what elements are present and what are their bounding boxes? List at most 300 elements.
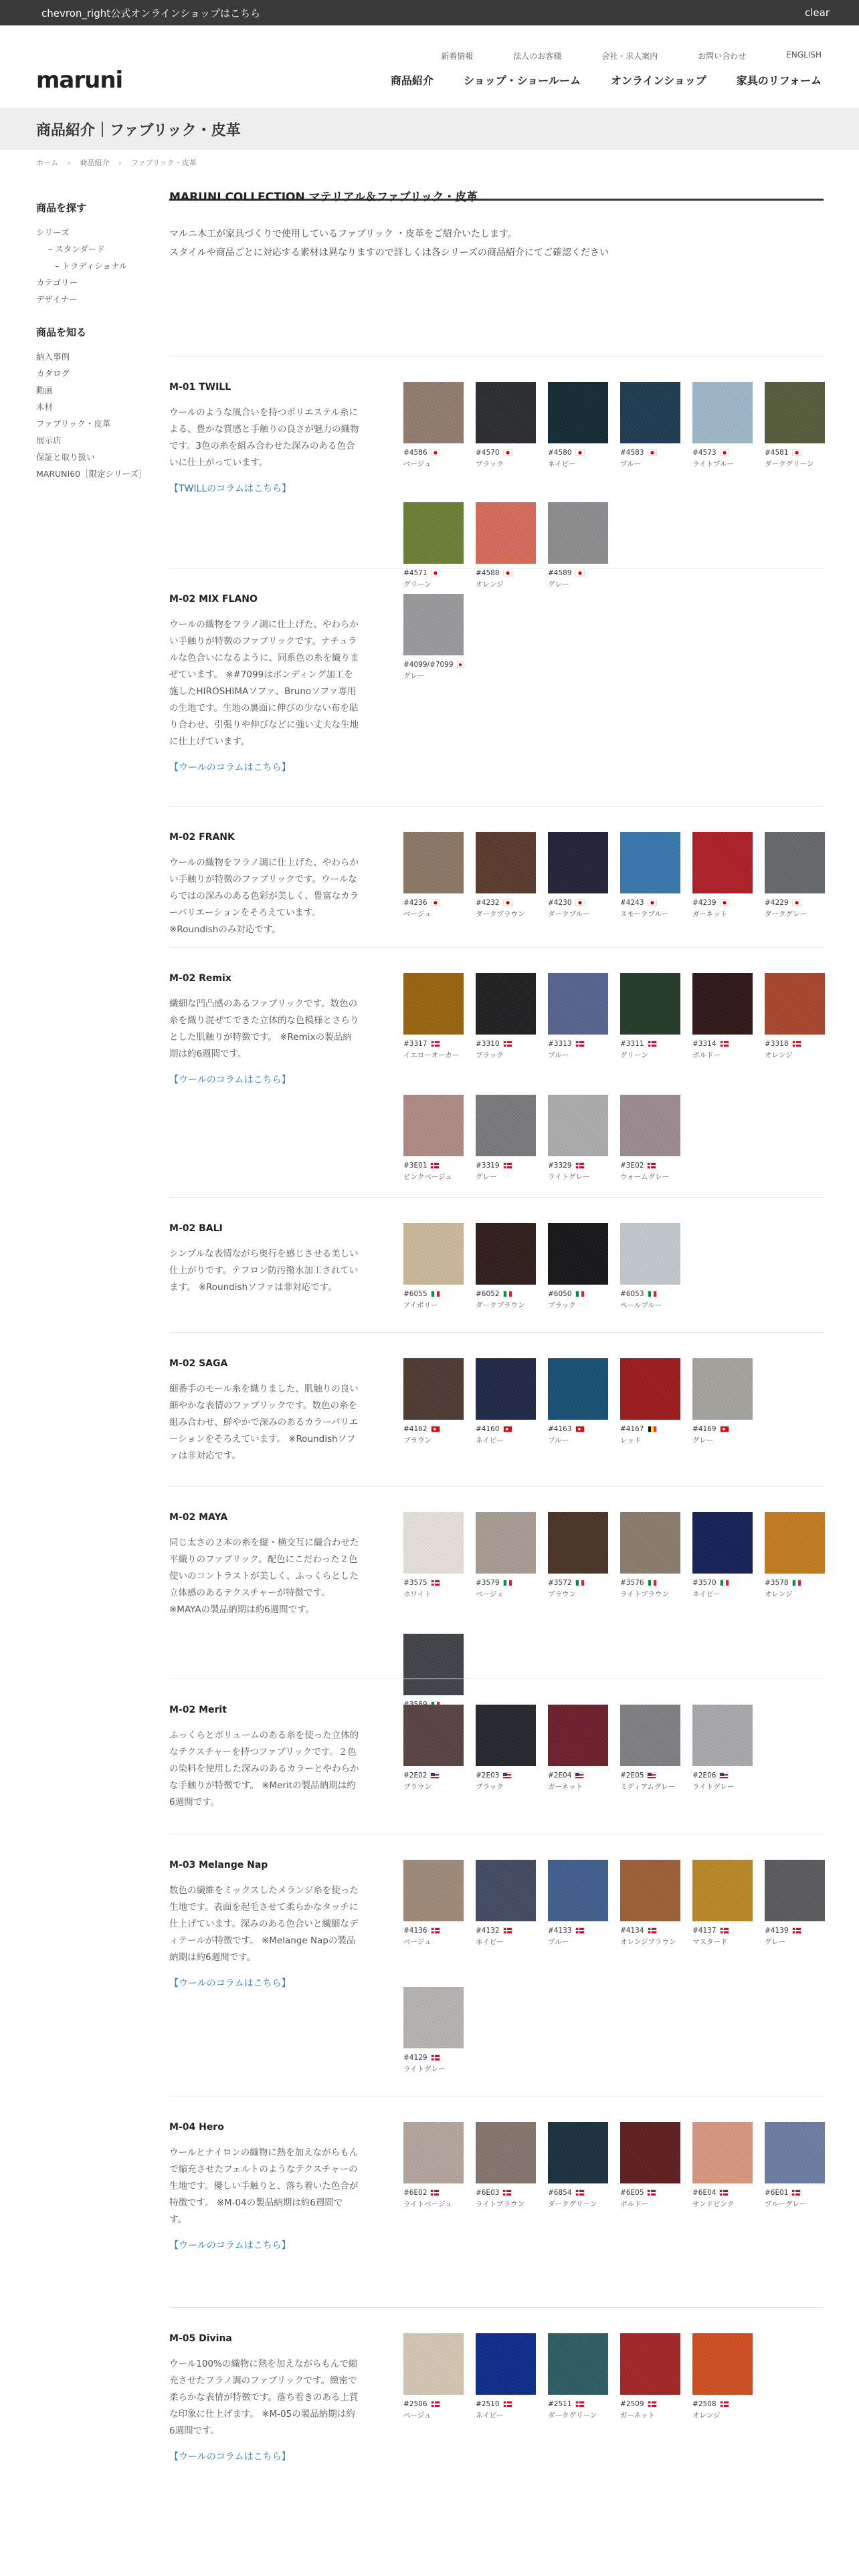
- swatch-color-chip[interactable]: [403, 832, 464, 893]
- swatch-code: [692, 899, 753, 907]
- fabric-swatch[interactable]: [765, 382, 825, 469]
- clear-button[interactable]: clear: [804, 7, 830, 19]
- swatch-code: [403, 899, 464, 907]
- country-flag-icon: [457, 661, 464, 668]
- swatch-color-chip[interactable]: [548, 1860, 608, 1921]
- swatch-color-chip[interactable]: [620, 2122, 680, 2183]
- swatch-color-name: ネイビー: [476, 2411, 504, 2420]
- swatch-color-chip[interactable]: [548, 1705, 608, 1766]
- swatch-code-text: #2E04: [548, 1772, 572, 1780]
- swatch-code: [476, 2400, 536, 2408]
- fabric-swatch[interactable]: [476, 382, 536, 469]
- swatch-color-name: サンドピンク: [692, 2200, 735, 2208]
- swatch-color-chip[interactable]: [403, 2333, 464, 2395]
- fabric-swatch[interactable]: [548, 2333, 608, 2421]
- country-flag-icon: [431, 1041, 440, 1047]
- swatch-code-text: #4169: [692, 1425, 717, 1433]
- fabric-section: [169, 2307, 824, 2528]
- fabric-swatch[interactable]: [692, 1358, 753, 1446]
- swatch-code: [548, 899, 608, 907]
- swatch-code: [548, 1290, 608, 1298]
- swatch-color-chip[interactable]: [548, 2333, 608, 2395]
- fabric-description: [169, 405, 360, 498]
- breadcrumb-link[interactable]: 商品紹介: [80, 158, 110, 167]
- sidebar-link[interactable]: 保証と取り扱い: [36, 452, 95, 462]
- swatch-color-chip[interactable]: [620, 832, 680, 893]
- country-flag-icon: [575, 1772, 584, 1779]
- fabric-swatch[interactable]: [548, 2122, 608, 2210]
- fabric-swatch[interactable]: [620, 1860, 680, 1947]
- fabric-swatch[interactable]: [765, 973, 825, 1061]
- fabric-swatch[interactable]: [548, 1358, 608, 1446]
- fabric-section: [169, 1197, 824, 1332]
- country-flag-icon: [431, 2054, 440, 2061]
- fabric-swatch[interactable]: [548, 973, 608, 1061]
- swatch-color-chip[interactable]: [476, 832, 536, 893]
- swatch-color-chip[interactable]: [765, 1860, 825, 1921]
- sidebar-link[interactable]: シリーズ: [36, 227, 70, 237]
- sidebar-link[interactable]: MARUNI60［限定シリーズ］: [36, 469, 147, 479]
- swatch-code: [692, 2400, 753, 2408]
- collection-title: MARUNI COLLECTION マテリアル＆ファブリック・皮革: [169, 175, 824, 201]
- sidebar-link[interactable]: デザイナー: [36, 294, 78, 304]
- swatch-color-name: ベージュ: [403, 910, 432, 918]
- swatch-color-chip[interactable]: [548, 502, 608, 564]
- country-flag-icon: [575, 1162, 585, 1169]
- main-nav-link[interactable]: ショップ・ショールーム: [463, 74, 581, 87]
- country-flag-icon: [648, 2401, 657, 2407]
- fabric-swatch[interactable]: [620, 832, 680, 920]
- swatch-code: [620, 1772, 680, 1780]
- swatch-code: [765, 1927, 825, 1935]
- swatch-code: [476, 899, 536, 907]
- sidebar-link[interactable]: – トラディショナル: [55, 261, 128, 271]
- swatch-color-chip[interactable]: [476, 1095, 536, 1156]
- fabric-swatch[interactable]: [403, 594, 464, 681]
- main-nav-link[interactable]: 家具のリフォーム: [736, 74, 822, 87]
- util-nav-link[interactable]: 会社・求人案内: [601, 51, 658, 61]
- sidebar-link[interactable]: 動画: [36, 385, 54, 395]
- swatch-color-chip[interactable]: [476, 1223, 536, 1285]
- swatch-code: [765, 449, 825, 457]
- swatch-color-chip[interactable]: [765, 382, 825, 443]
- swatch-code-text: #3314: [692, 1040, 717, 1048]
- fabric-swatch[interactable]: [692, 1705, 753, 1792]
- fabric-swatch[interactable]: [765, 832, 825, 920]
- swatch-code-text: #6E04: [692, 2189, 717, 2197]
- swatch-code: [476, 2189, 536, 2197]
- swatch-color-name: グレー: [548, 580, 569, 588]
- swatch-color-chip[interactable]: [548, 1095, 608, 1156]
- fabric-swatch[interactable]: [476, 2333, 536, 2421]
- swatch-color-chip[interactable]: [692, 832, 753, 893]
- swatch-color-chip[interactable]: [692, 2122, 753, 2183]
- intro-text: マルニ木工が家具づくりで使用しているファブリック ・皮革をご紹介いたします。 スタイルや商品ごとに対応する素材は異なりますので詳しくは各シリーズの商品紹介にてご確認ください: [169, 229, 609, 258]
- country-flag-icon: [720, 1927, 729, 1934]
- fabric-swatch[interactable]: [620, 1095, 680, 1182]
- swatch-code: [548, 1162, 608, 1170]
- util-nav-link[interactable]: 法人のお客様: [513, 51, 562, 61]
- fabric-swatch[interactable]: [403, 1705, 464, 1792]
- swatch-code-text: #6854: [548, 2189, 572, 2197]
- fabric-swatch[interactable]: [692, 832, 753, 920]
- column-link[interactable]: 【ウールのコラムはこちら】: [169, 2452, 291, 2462]
- fabric-swatch[interactable]: [620, 1512, 680, 1600]
- description-text: ウールの織物をフラノ調に仕上げた、やわらかい手触りが特徴のファブリックです。ウールならではの深みのある色彩が美しく、豊富なカラーバリエーションをそろえています。 ※Roundishのみ対応です。: [169, 857, 359, 935]
- fabric-swatch[interactable]: [403, 1223, 464, 1311]
- swatch-color-chip[interactable]: [692, 1358, 753, 1420]
- swatch-code-text: #6052: [476, 1290, 500, 1298]
- fabric-swatch[interactable]: [620, 1223, 680, 1311]
- fabric-swatch[interactable]: [403, 973, 464, 1061]
- swatch-code-text: #4583: [620, 449, 644, 457]
- swatch-code-text: #3572: [548, 1579, 572, 1587]
- description-text: 細番手のモール糸を織りました、肌触りの良い細やかな表情のファブリックです。数色の糸を組み合わせ、鮮やかで深みのあるカラーバリエーションをそろえています。 ※Roundishソファは非対応です。: [169, 1384, 359, 1461]
- swatch-color-chip[interactable]: [476, 1358, 536, 1420]
- country-flag-icon: [502, 1772, 512, 1779]
- swatch-code: [620, 2400, 680, 2408]
- swatch-color-chip[interactable]: [692, 2333, 753, 2395]
- fabric-swatch[interactable]: [476, 973, 536, 1061]
- swatch-color-name: オレンジ: [765, 1051, 793, 1059]
- swatch-code-text: #4133: [548, 1927, 572, 1935]
- swatch-color-chip[interactable]: [403, 1987, 464, 2048]
- swatch-color-chip[interactable]: [476, 1705, 536, 1766]
- swatch-color-name: グレー: [476, 1173, 497, 1181]
- swatch-color-chip[interactable]: [548, 382, 608, 443]
- swatch-code-text: #2E05: [620, 1772, 644, 1780]
- country-flag-icon: [503, 1426, 512, 1432]
- swatch-color-chip[interactable]: [692, 1860, 753, 1921]
- sidebar: [36, 201, 150, 482]
- swatch-color-chip[interactable]: [620, 382, 680, 443]
- column-link[interactable]: 【ウールのコラムはこちら】: [169, 1075, 291, 1085]
- swatch-color-chip[interactable]: [765, 973, 825, 1035]
- fabric-swatch[interactable]: [620, 382, 680, 469]
- country-flag-icon: [430, 2189, 440, 2196]
- column-link[interactable]: 【ウールのコラムはこちら】: [169, 2240, 291, 2251]
- swatch-color-name: ライトベージュ: [403, 2200, 452, 2208]
- fabric-swatch[interactable]: [692, 1860, 753, 1947]
- swatch-color-chip[interactable]: [548, 832, 608, 893]
- sidebar-link[interactable]: 木材: [36, 402, 54, 412]
- swatch-color-chip[interactable]: [403, 2122, 464, 2183]
- sidebar-link[interactable]: 展示店: [36, 435, 62, 445]
- swatch-color-chip[interactable]: [403, 502, 464, 564]
- swatch-color-chip[interactable]: [548, 973, 608, 1035]
- swatch-code-text: #4230: [548, 899, 572, 907]
- swatch-code-text: #4163: [548, 1425, 572, 1433]
- swatch-code-text: #4139: [765, 1927, 789, 1935]
- swatch-code: [548, 1579, 608, 1587]
- fabric-swatch[interactable]: [692, 1512, 753, 1600]
- country-flag-icon: [575, 899, 585, 906]
- fabric-swatch[interactable]: [403, 1987, 464, 2074]
- swatch-color-name: ベージュ: [403, 1938, 432, 1946]
- country-flag-icon: [792, 1041, 801, 1047]
- fabric-swatch[interactable]: [403, 832, 464, 920]
- fabric-swatch[interactable]: [403, 2333, 464, 2421]
- country-flag-icon: [575, 1927, 585, 1934]
- swatch-color-chip[interactable]: [765, 1512, 825, 1574]
- online-shop-link[interactable]: chevron_right公式オンラインショップはこちら: [41, 7, 261, 19]
- swatch-code-text: #3313: [548, 1040, 572, 1048]
- fabric-name: M-04 Hero: [169, 2122, 224, 2133]
- fabric-swatch[interactable]: [403, 382, 464, 469]
- fabric-name: M-02 MIX FLANO: [169, 594, 258, 605]
- swatch-color-name: ボルドー: [692, 1051, 721, 1059]
- swatch-code-text: #4573: [692, 449, 717, 457]
- fabric-description: [169, 996, 360, 1089]
- swatch-color-name: ブルー: [620, 460, 642, 468]
- fabric-swatch[interactable]: [403, 1860, 464, 1947]
- swatch-color-chip[interactable]: [476, 973, 536, 1035]
- main-nav: [361, 72, 822, 88]
- country-flag-icon: [502, 2189, 512, 2196]
- fabric-swatch[interactable]: [620, 2122, 680, 2210]
- description-text: ウールの織物をフラノ調に仕上げた、やわらかい手触りが特徴のファブリックです。ナチュラルな色合いになるように、同系色の糸を織りまぜています。 ※#7099はボンディング加工を施したHIROSHIMAソファ、Brunoソファ専用の生地です。生地の裏面に伸びの少ない布を貼り合わせ、引張りや伸びなどに強い丈夫な生地に仕上げています。: [169, 619, 359, 747]
- swatch-color-chip[interactable]: [476, 1860, 536, 1921]
- swatch-color-chip[interactable]: [403, 382, 464, 443]
- swatch-code-text: #4581: [765, 449, 789, 457]
- swatch-color-name: ダークグリーン: [548, 2411, 597, 2420]
- swatch-code-text: #4570: [476, 449, 500, 457]
- fabric-swatch[interactable]: [548, 1512, 608, 1600]
- swatch-color-chip[interactable]: [476, 2122, 536, 2183]
- country-flag-icon: [503, 2401, 512, 2407]
- country-flag-icon: [720, 1041, 729, 1047]
- country-flag-icon: [503, 1580, 512, 1586]
- sidebar-link[interactable]: – スタンダード: [48, 244, 105, 254]
- sidebar-link[interactable]: カテゴリー: [36, 278, 78, 288]
- fabric-swatch[interactable]: [476, 832, 536, 920]
- swatch-code-text: #3575: [403, 1579, 427, 1587]
- swatch-color-chip[interactable]: [548, 1512, 608, 1574]
- swatch-color-name: スモークブルー: [620, 910, 669, 918]
- swatch-color-chip[interactable]: [403, 1223, 464, 1285]
- swatch-color-name: ブラウン: [403, 1783, 432, 1791]
- swatch-color-chip[interactable]: [620, 1705, 680, 1766]
- fabric-swatch[interactable]: [476, 2122, 536, 2210]
- swatch-code-text: #4134: [620, 1927, 644, 1935]
- swatch-code-text: #4160: [476, 1425, 500, 1433]
- swatch-code-text: #3317: [403, 1040, 427, 1048]
- country-flag-icon: [647, 1162, 656, 1169]
- country-flag-icon: [431, 1291, 440, 1297]
- swatch-color-chip[interactable]: [620, 2333, 680, 2395]
- fabric-swatch[interactable]: [476, 1860, 536, 1947]
- swatch-color-chip[interactable]: [548, 1358, 608, 1420]
- swatch-color-name: ライトブラウン: [620, 1590, 669, 1598]
- swatch-color-chip[interactable]: [403, 1358, 464, 1420]
- swatch-code-text: #6E05: [620, 2189, 644, 2197]
- column-link[interactable]: 【TWILLのコラムはこちら】: [169, 484, 291, 494]
- swatch-color-chip[interactable]: [620, 973, 680, 1035]
- column-link[interactable]: 【ウールのコラムはこちら】: [169, 1978, 291, 1989]
- swatch-color-chip[interactable]: [403, 1860, 464, 1921]
- swatch-code: [692, 1927, 753, 1935]
- swatch-color-chip[interactable]: [403, 594, 464, 655]
- swatch-color-chip[interactable]: [476, 1512, 536, 1574]
- swatch-color-name: ダークブラウン: [476, 910, 525, 918]
- swatch-code-text: #6055: [403, 1290, 427, 1298]
- swatch-color-chip[interactable]: [620, 1512, 680, 1574]
- swatch-color-chip[interactable]: [765, 2122, 825, 2183]
- swatch-code: [548, 1040, 608, 1048]
- fabric-description: [169, 617, 360, 776]
- top-announcement-bar: [0, 0, 859, 25]
- sidebar-search-title: 商品を探す: [36, 202, 87, 214]
- swatch-color-chip[interactable]: [548, 2122, 608, 2183]
- swatch-code: [403, 1425, 464, 1433]
- country-flag-icon: [648, 449, 657, 456]
- swatch-color-chip[interactable]: [692, 973, 753, 1035]
- swatch-color-name: ライトグレー: [548, 1173, 590, 1181]
- swatch-color-chip[interactable]: [476, 502, 536, 564]
- fabric-swatch[interactable]: [692, 973, 753, 1061]
- fabric-name: M-02 BALI: [169, 1223, 223, 1234]
- sidebar-link[interactable]: 納入事例: [36, 352, 70, 362]
- fabric-swatch[interactable]: [620, 973, 680, 1061]
- country-flag-icon: [720, 1580, 729, 1586]
- util-nav-link[interactable]: ENGLISH: [786, 50, 822, 60]
- fabric-description: [169, 1535, 360, 1618]
- column-link[interactable]: 【ウールのコラムはこちら】: [169, 762, 291, 773]
- country-flag-icon: [431, 1580, 440, 1586]
- swatch-code: [403, 1772, 464, 1780]
- swatch-code: [403, 449, 464, 457]
- fabric-description: [169, 1246, 360, 1296]
- swatch-color-chip[interactable]: [620, 1095, 680, 1156]
- swatch-code-text: #2511: [548, 2400, 572, 2408]
- fabric-swatch[interactable]: [692, 2333, 753, 2421]
- sidebar-link[interactable]: カタログ: [36, 368, 70, 379]
- breadcrumb-separator: ›: [68, 158, 71, 167]
- description-text: ウール100%の織物に熱を加えながらもんで縮充させたフラノ調のファブリックです。緻密で柔らかな表情が特徴です。落ち着きのある上質な印象に仕上げます。 ※M-05の製品納期は約6週間です。: [169, 2359, 359, 2436]
- swatch-color-chip[interactable]: [692, 1705, 753, 1766]
- swatch-code: [620, 1579, 680, 1587]
- country-flag-icon: [575, 1041, 585, 1047]
- main-content: [169, 175, 824, 2462]
- swatch-code: [476, 1162, 536, 1170]
- fabric-swatch[interactable]: [476, 1223, 536, 1311]
- fabric-name: M-02 SAGA: [169, 1358, 228, 1369]
- fabric-section: [169, 806, 824, 947]
- swatch-color-chip[interactable]: [403, 1705, 464, 1766]
- breadcrumb-link[interactable]: ホーム: [36, 158, 58, 167]
- swatch-code-text: #3578: [765, 1579, 789, 1587]
- fabric-section: [169, 2096, 824, 2307]
- fabric-swatch[interactable]: [692, 2122, 753, 2210]
- swatch-color-chip[interactable]: [403, 1095, 464, 1156]
- breadcrumb-link: ファブリック・皮革: [130, 158, 197, 167]
- maruni-logo[interactable]: maruni: [36, 67, 123, 94]
- country-flag-icon: [648, 1927, 657, 1934]
- swatch-code-text: #4162: [403, 1425, 427, 1433]
- fabric-swatch[interactable]: [548, 382, 608, 469]
- swatch-code-text: #3579: [476, 1579, 500, 1587]
- fabric-name: M-01 TWILL: [169, 382, 231, 393]
- swatch-code: [620, 899, 680, 907]
- fabric-swatch[interactable]: [476, 1705, 536, 1792]
- country-flag-icon: [720, 1426, 729, 1432]
- swatch-color-chip[interactable]: [548, 1223, 608, 1285]
- main-nav-link[interactable]: 商品紹介: [390, 74, 434, 87]
- swatch-color-chip[interactable]: [692, 1512, 753, 1574]
- swatch-color-name: ライトブルー: [692, 460, 734, 468]
- country-flag-icon: [720, 449, 729, 456]
- swatch-code: [692, 1579, 753, 1587]
- util-nav-link[interactable]: 新着情報: [441, 51, 474, 61]
- fabric-swatch[interactable]: [548, 1095, 608, 1182]
- fabric-swatch[interactable]: [620, 2333, 680, 2421]
- fabric-swatch[interactable]: [765, 1860, 825, 1947]
- fabric-swatch[interactable]: [548, 1705, 608, 1792]
- util-nav-link[interactable]: お問い合わせ: [698, 51, 747, 61]
- swatch-code: [403, 1579, 464, 1587]
- fabric-swatch[interactable]: [692, 382, 753, 469]
- fabric-swatch[interactable]: [548, 832, 608, 920]
- main-nav-link[interactable]: オンラインショップ: [610, 74, 706, 87]
- swatch-color-chip[interactable]: [620, 1860, 680, 1921]
- swatch-code: [403, 2400, 464, 2408]
- sidebar-know-title: 商品を知る: [36, 326, 87, 338]
- fabric-swatch[interactable]: [403, 2122, 464, 2210]
- swatch-color-chip[interactable]: [620, 1223, 680, 1285]
- swatch-color-name: マスタード: [692, 1938, 728, 1946]
- swatch-code-text: #4229: [765, 899, 789, 907]
- fabric-swatch[interactable]: [620, 1705, 680, 1792]
- swatch-color-chip[interactable]: [765, 832, 825, 893]
- country-flag-icon: [503, 1927, 512, 1934]
- swatch-code-text: #2E02: [403, 1772, 427, 1780]
- swatch-color-chip[interactable]: [403, 973, 464, 1035]
- swatch-color-chip[interactable]: [476, 382, 536, 443]
- swatch-code: [692, 1425, 753, 1433]
- swatch-color-chip[interactable]: [476, 2333, 536, 2395]
- swatch-color-name: グリーン: [403, 580, 432, 588]
- fabric-swatch[interactable]: [476, 1512, 536, 1600]
- fabric-swatch[interactable]: [765, 2122, 825, 2210]
- swatch-color-chip[interactable]: [403, 1512, 464, 1574]
- fabric-swatch[interactable]: [476, 1095, 536, 1182]
- swatch-code-text: #6E02: [403, 2189, 427, 2197]
- fabric-swatch[interactable]: [765, 1512, 825, 1600]
- country-flag-icon: [430, 1162, 440, 1169]
- swatch-color-name: ダークグレー: [765, 910, 807, 918]
- swatch-code-text: #2506: [403, 2400, 427, 2408]
- fabric-swatch[interactable]: [548, 1860, 608, 1947]
- fabric-swatch[interactable]: [476, 1358, 536, 1446]
- fabric-description: [169, 1381, 360, 1465]
- fabric-swatch[interactable]: [548, 1223, 608, 1311]
- swatch-code-text: #3329: [548, 1162, 572, 1170]
- swatch-color-name: ブルー: [548, 1938, 569, 1946]
- fabric-swatch[interactable]: [403, 1095, 464, 1182]
- swatch-color-name: ブラック: [476, 1783, 504, 1791]
- swatch-color-chip[interactable]: [620, 1358, 680, 1420]
- swatch-color-chip[interactable]: [692, 382, 753, 443]
- country-flag-icon: [575, 1291, 585, 1297]
- fabric-swatch[interactable]: [403, 1512, 464, 1600]
- fabric-section: [169, 1679, 824, 1834]
- fabric-swatch[interactable]: [403, 1358, 464, 1446]
- sidebar-link[interactable]: ファブリック・皮革: [36, 419, 111, 429]
- swatch-color-name: グレー: [765, 1938, 786, 1946]
- swatch-code-text: #2E06: [692, 1772, 717, 1780]
- swatch-code: [620, 1040, 680, 1048]
- fabric-swatch[interactable]: [620, 1358, 680, 1446]
